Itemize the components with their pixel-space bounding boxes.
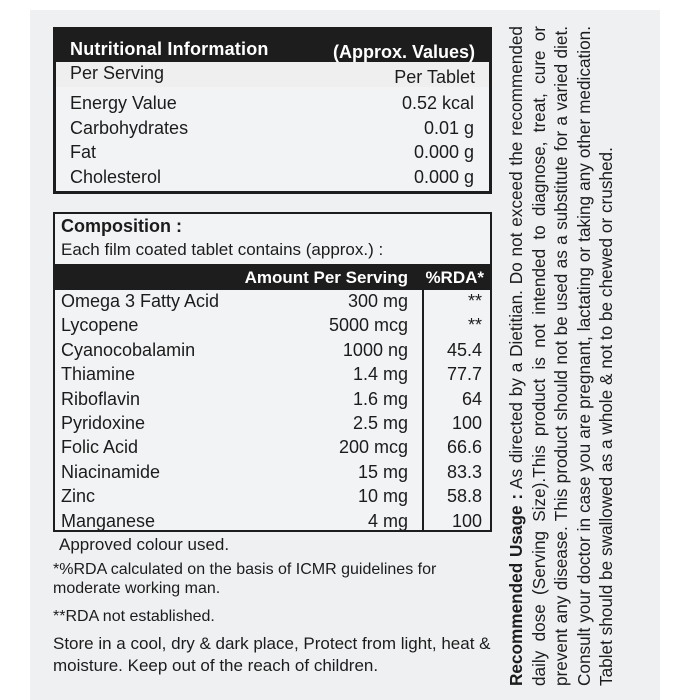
nutrition-row: [56, 167, 489, 192]
nutrition-title: Nutritional Information: [70, 39, 269, 59]
composition-row: [55, 437, 490, 461]
ingredient-name: Omega 3 Fatty Acid: [61, 291, 220, 311]
ingredient-name: Niacinamide: [61, 461, 161, 482]
rda-column-header: %RDA*: [425, 268, 484, 287]
storage-note: Store in a cool, dry & dark place, Protect from light, heat & moisture. Keep out of the reach of children.: [53, 634, 491, 676]
composition-row: [55, 364, 490, 388]
colour-note: Approved colour used.: [59, 535, 230, 554]
ingredient-amount: 1000 ng: [342, 339, 408, 360]
ingredient-rda: 58.8: [446, 486, 482, 507]
ingredient-rda: 77.7: [446, 364, 482, 385]
nutrient-name: Cholesterol: [70, 166, 162, 187]
ingredient-amount: 1.6 mg: [352, 388, 408, 409]
ingredient-rda: **: [467, 315, 482, 336]
ingredient-name: Thiamine: [61, 364, 136, 385]
composition-table: [53, 212, 492, 532]
nutrition-table: [53, 27, 492, 194]
ingredient-amount: 4 mg: [367, 510, 408, 531]
per-tablet-label: Per Tablet: [394, 67, 475, 87]
composition-rows: [55, 291, 490, 535]
composition-row: [55, 291, 490, 315]
ingredient-name: Manganese: [61, 510, 156, 531]
nutrient-value: 0.000 g: [413, 166, 474, 187]
ingredient-rda: 100: [451, 510, 482, 531]
nutrient-value: 0.01 g: [423, 117, 474, 138]
nutrient-name: Fat: [70, 142, 97, 162]
ingredient-rda: 45.4: [446, 339, 482, 360]
ingredient-name: Lycopene: [61, 315, 139, 336]
composition-row: [55, 511, 490, 535]
nutrient-value: 0.000 g: [413, 142, 474, 162]
nutrition-row: [56, 142, 489, 167]
per-serving-label: Per Serving: [70, 63, 165, 83]
recommended-usage-text: As directed by a Dietitian. Do not exceed the recommended daily dose (Serving Size).This product is not intended to diagnose, treat, cure or prevent any disease. This product should not be used as a substitute for a varied diet. Consult your doctor in case you are pregnant, lactating or taking any other medication. Tablet should be swallowed as a whole & not to be chewed or crushed.: [506, 26, 617, 686]
composition-header: [55, 264, 490, 290]
composition-row: [55, 486, 490, 510]
ingredient-amount: 200 mcg: [338, 437, 408, 458]
ingredient-rda: 64: [461, 388, 482, 409]
ingredient-rda: 66.6: [446, 437, 482, 458]
nutrition-row: [56, 93, 489, 118]
ingredient-amount: 300 mg: [347, 291, 408, 311]
composition-row: [55, 340, 490, 364]
ingredient-rda: **: [467, 291, 482, 311]
ingredient-amount: 2.5 mg: [352, 412, 408, 433]
nutrition-values-label: (Approx. Values): [332, 42, 475, 62]
ingredient-rda: 83.3: [446, 461, 482, 482]
composition-title: Composition :: [61, 216, 182, 236]
ingredient-name: Cyanocobalamin: [61, 339, 196, 360]
composition-row: [55, 413, 490, 437]
composition-row: [55, 462, 490, 486]
ingredient-amount: 1.4 mg: [352, 364, 408, 385]
ingredient-rda: 100: [451, 412, 482, 433]
ingredient-amount: 10 mg: [357, 486, 408, 507]
nutrition-row: [56, 118, 489, 143]
composition-row: [55, 389, 490, 413]
ingredient-name: Pyridoxine: [61, 412, 146, 433]
nutrient-name: Carbohydrates: [70, 117, 189, 138]
composition-subtitle: Each film coated tablet contains (approx.) :: [61, 240, 384, 259]
nutrition-rows: [56, 87, 489, 191]
nutrient-name: Energy Value: [70, 93, 177, 113]
rda-not-established-note: **RDA not established.: [53, 608, 215, 625]
nutrient-value: 0.52 kcal: [401, 93, 474, 113]
ingredient-name: Folic Acid: [61, 437, 139, 458]
rda-note: *%RDA calculated on the basis of ICMR guidelines for moderate working man.: [53, 561, 437, 598]
nutrition-header: [56, 30, 489, 87]
recommended-usage: [505, 26, 645, 686]
composition-row: [55, 315, 490, 339]
amount-column-header: Amount Per Serving: [244, 268, 408, 287]
recommended-usage-label: Recommended Usage :: [506, 493, 526, 686]
ingredient-amount: 5000 mcg: [328, 315, 408, 336]
ingredient-name: Riboflavin: [61, 388, 141, 409]
ingredient-amount: 15 mg: [357, 461, 408, 482]
ingredient-name: Zinc: [61, 486, 96, 507]
